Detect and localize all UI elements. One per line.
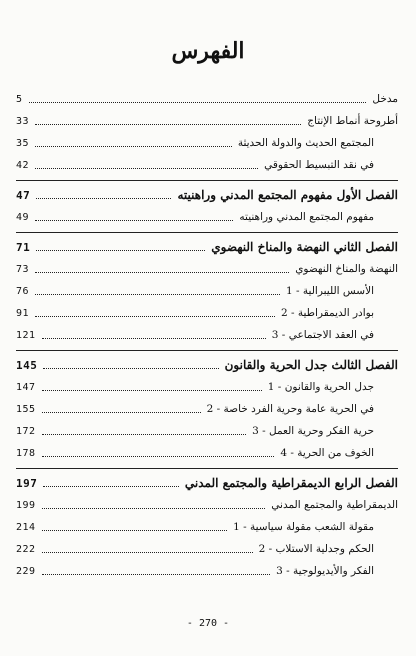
- page-number: - 270 -: [186, 618, 230, 629]
- entry-title: مفهوم المجتمع المدني وراهنيته: [239, 211, 374, 223]
- toc-entry: [16, 496, 398, 514]
- entry-page: 172: [16, 425, 36, 437]
- dot-leader: [36, 250, 205, 251]
- entry-title: 1 - جدل الحرية والقانون: [267, 381, 374, 393]
- entry-page: 214: [16, 521, 36, 533]
- toc-entry: [16, 90, 398, 108]
- toc-entry: [16, 540, 398, 558]
- dot-leader: [42, 456, 275, 457]
- entry-page: 222: [16, 543, 36, 555]
- chapter-title: الفصل الرابع الديمقراطية والمجتمع المدني: [184, 476, 398, 490]
- entry-page: 178: [16, 447, 36, 459]
- toc-entry: [16, 260, 398, 278]
- toc-entry: [16, 326, 398, 344]
- entry-title: 3 - حرية الفكر وحرية العمل: [252, 425, 374, 437]
- section-divider: [16, 232, 398, 233]
- entry-title: 2 - في الحرية عامة وحرية الفرد خاصة: [206, 403, 374, 415]
- toc-entry: [16, 156, 398, 174]
- section-divider: [16, 180, 398, 181]
- toc-chapter: [16, 356, 398, 374]
- dot-leader: [42, 338, 266, 339]
- chapter-page: 47: [16, 188, 31, 202]
- chapter-page: 145: [16, 358, 38, 372]
- toc-entry: [16, 518, 398, 536]
- toc-chapter: [16, 474, 398, 492]
- entry-title: النهضة والمناخ النهضوي: [295, 263, 398, 275]
- toc-entry: [16, 422, 398, 440]
- entry-page: 76: [16, 285, 30, 297]
- page-title: الفهرس: [171, 38, 245, 64]
- chapter-title: الفصل الثالث جدل الحرية والقانون: [224, 358, 398, 372]
- chapter-title: الفصل الأول مفهوم المجتمع المدني وراهنيته: [177, 188, 398, 202]
- dot-leader: [42, 434, 247, 435]
- chapter-page: 197: [16, 476, 38, 490]
- section-divider: [16, 468, 398, 469]
- entry-title: في نقد التبسيط الحقوقي: [264, 159, 374, 171]
- toc-entry: [16, 400, 398, 418]
- entry-title: 1 - الأسس الليبرالية: [286, 285, 374, 297]
- entry-title: 4 - الخوف من الحرية: [280, 447, 374, 459]
- entry-title: مدخل: [372, 93, 398, 105]
- entry-title: 2 - الحكم وجدلية الاستلاب: [258, 543, 374, 555]
- toc-entry: [16, 282, 398, 300]
- dot-leader: [35, 168, 258, 169]
- entry-title: الديمقراطية والمجتمع المدني: [271, 499, 398, 511]
- dot-leader: [35, 124, 301, 125]
- entry-page: 5: [16, 93, 23, 105]
- toc-entry: [16, 208, 398, 226]
- toc-entry: [16, 562, 398, 580]
- entry-title: 3 - الفكر والأيديولوجية: [276, 565, 374, 577]
- entry-page: 199: [16, 499, 36, 511]
- entry-page: 147: [16, 381, 36, 393]
- entry-title: المجتمع الحديث والدولة الحديثة: [237, 137, 374, 149]
- entry-title: 3 - في العقد الاجتماعي: [271, 329, 374, 341]
- dot-leader: [42, 530, 228, 531]
- entry-page: 229: [16, 565, 36, 577]
- entry-page: 155: [16, 403, 36, 415]
- dot-leader: [42, 508, 266, 509]
- dot-leader: [35, 294, 280, 295]
- chapter-page: 71: [16, 240, 31, 254]
- entry-title: 1 - مقولة الشعب مقولة سياسية: [233, 521, 374, 533]
- chapter-title: الفصل الثاني النهضة والمناخ النهضوي: [211, 240, 398, 254]
- entry-page: 121: [16, 329, 36, 341]
- dot-leader: [29, 102, 367, 103]
- toc-entry: [16, 378, 398, 396]
- entry-title: أطروحة أنماط الإنتاج: [307, 115, 398, 127]
- entry-page: 33: [16, 115, 30, 127]
- dot-leader: [42, 412, 201, 413]
- entry-page: 42: [16, 159, 30, 171]
- entry-page: 49: [16, 211, 30, 223]
- dot-leader: [43, 368, 218, 369]
- dot-leader: [35, 316, 275, 317]
- dot-leader: [35, 146, 232, 147]
- toc-entry: [16, 304, 398, 322]
- dot-leader: [42, 574, 271, 575]
- dot-leader: [42, 552, 253, 553]
- section-divider: [16, 350, 398, 351]
- dot-leader: [42, 390, 262, 391]
- toc-chapter: [16, 238, 398, 256]
- entry-title: 2 - بوادر الديمقراطية: [280, 307, 374, 319]
- dot-leader: [43, 486, 179, 487]
- dot-leader: [35, 220, 233, 221]
- dot-leader: [35, 272, 289, 273]
- toc-entry: [16, 112, 398, 130]
- entry-page: 35: [16, 137, 30, 149]
- dot-leader: [36, 198, 171, 199]
- entry-page: 91: [16, 307, 30, 319]
- entry-page: 73: [16, 263, 30, 275]
- toc-entry: [16, 134, 398, 152]
- toc-chapter: [16, 186, 398, 204]
- toc-entry: [16, 444, 398, 462]
